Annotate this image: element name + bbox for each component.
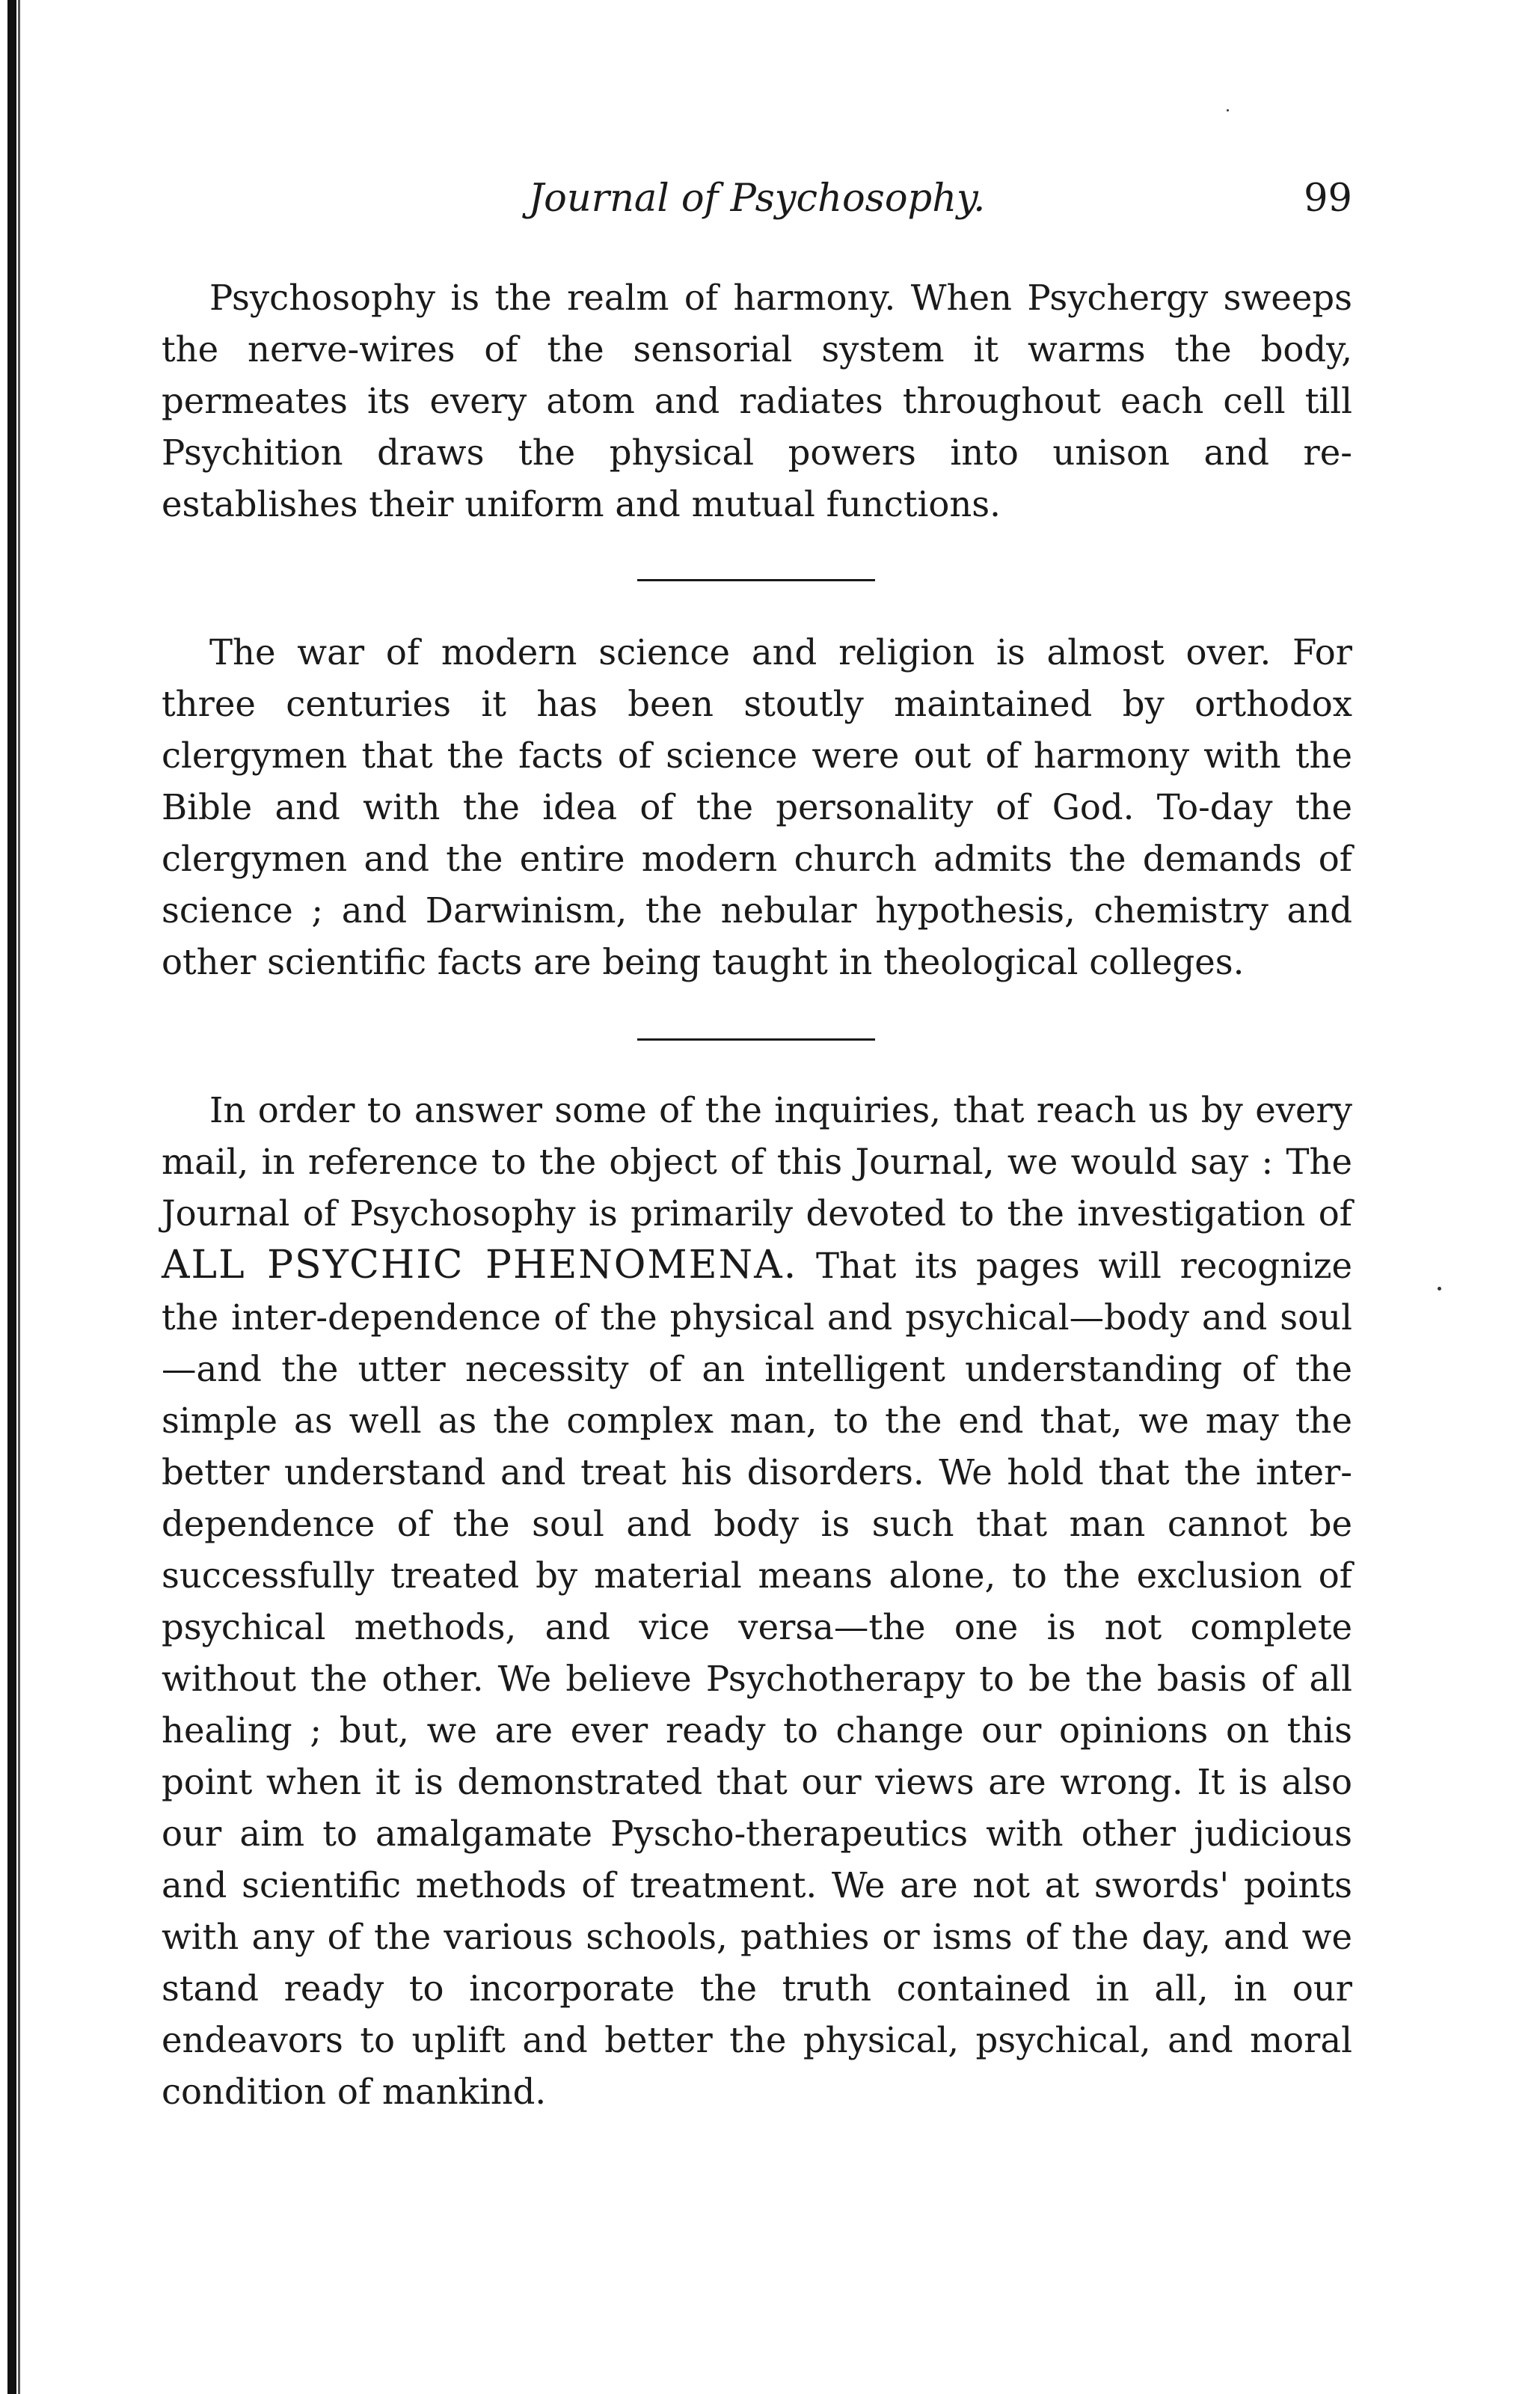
paragraph-psychosophy <box>162 272 1352 530</box>
paragraph-text-after: That its pages will recognize the inter-dependence of the physical and psychical—body and soul—and the utter necessity of an intelligent understanding of the simple as well as the complex man, to the end that, we may the better understand and treat his disorders. We hold that the inter-dependence of the soul and body is such that man cannot be successfully treated by material means alone, to the exclusion of psychical methods, and vice versa—the one is not complete without the other. We believe Psychotherapy to be the basis of all healing ; but, we are ever ready to change our opinions on this point when it is demonstrated that our views are wrong. It is also our aim to amalgamate Pyscho-therapeutics with other judicious and scientific methods of treatment. We are not at swords' points with any of the various schools, pathies or isms of the day, and we stand ready to incorporate the truth contained in all, in our endeavors to uplift and better the physical, psychical, and moral condition of mankind. <box>162 1246 1352 2112</box>
scan-speck <box>1227 109 1229 111</box>
section-divider <box>637 579 875 581</box>
running-title: Journal of Psychosophy. <box>528 177 986 221</box>
emphasis-text: ALL PSYCHIC PHENOMENA. <box>162 1243 798 1288</box>
paragraph-text-before: In order to answer some of the inquiries, that reach us by every mail, in reference to the object of this Journal, we would say : The Journal of Psychosophy is primarily devoted to the investigation of <box>162 1090 1352 1234</box>
paragraph-text: The war of modern science and religion is almost over. For three centuries it has been stoutly maintained by orthodox clergymen that the facts of science were out of harmony with the Bible and with the idea of the personality of God. To-day the clergymen and the entire modern church admits the demands of science ; and Darwinism, the nebular hypothesis, chemistry and other scientific facts are being taught in theological colleges. <box>162 632 1352 982</box>
section-divider <box>637 1038 875 1041</box>
scan-edge-shadow <box>7 0 16 2394</box>
page-header <box>162 169 1352 229</box>
paragraph-text <box>162 1085 1352 2118</box>
scan-speck <box>1438 1287 1441 1291</box>
page-number: 99 <box>1304 177 1352 221</box>
paragraph-journal-aims <box>162 1085 1352 2118</box>
paragraph-text: Psychosophy is the realm of harmony. When Psychergy sweeps the nerve-wires of the sensorial system it warms the body, permeates its every atom and radiates throughout each cell till Psychition draws the physical powers into unison and re-establishes their uniform and mutual functions. <box>162 278 1352 524</box>
paragraph-science-religion <box>162 627 1352 988</box>
scan-edge-line <box>18 0 20 2394</box>
